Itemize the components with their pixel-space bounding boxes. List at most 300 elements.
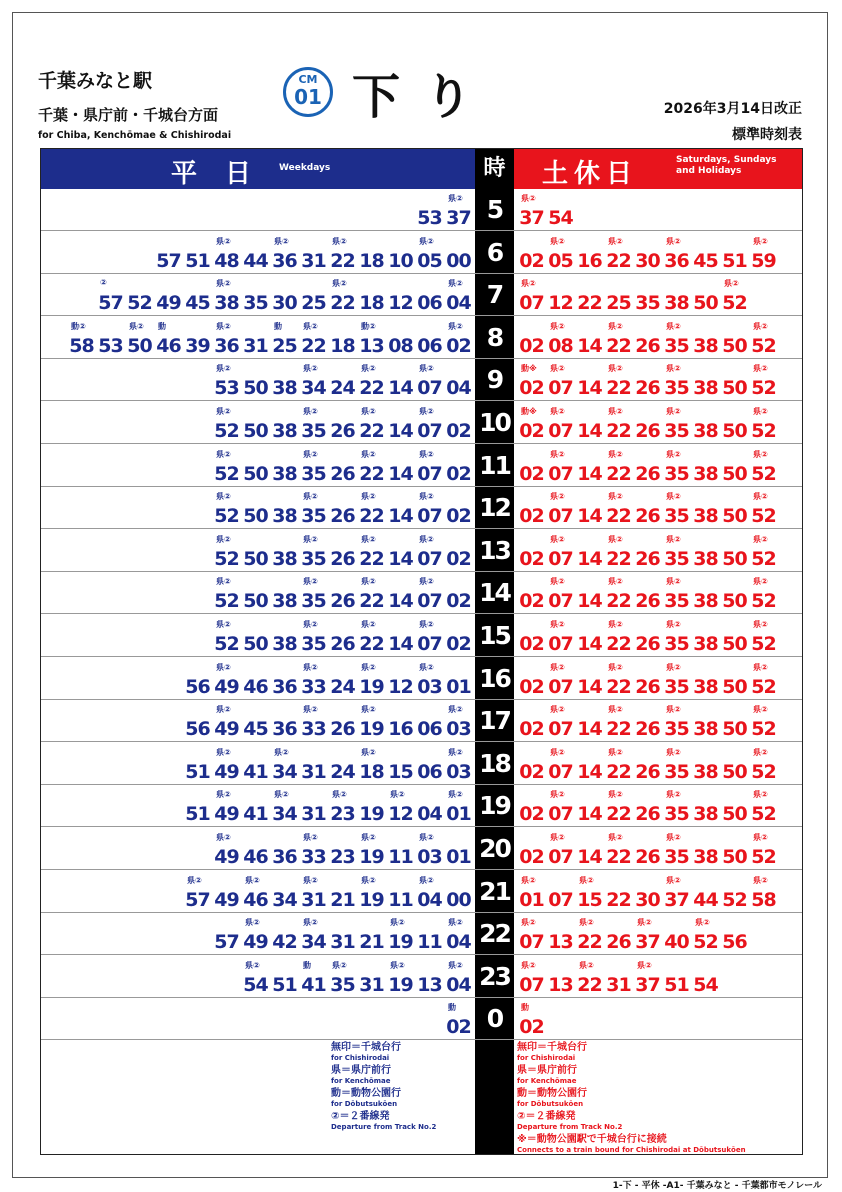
departure-time — [633, 871, 662, 912]
departure-time — [270, 572, 299, 613]
minute: 14 — [388, 377, 413, 400]
destination-mark: 県② — [216, 449, 231, 459]
minute: 34 — [301, 931, 326, 954]
destination-mark: 県② — [448, 321, 463, 331]
departure-time — [328, 828, 357, 869]
departure-time — [386, 956, 415, 997]
destination-mark: 県② — [550, 577, 565, 587]
minute: 35 — [664, 590, 689, 613]
minute: 07 — [548, 377, 573, 400]
minute: 38 — [693, 803, 718, 826]
destination-mark: 県② — [274, 236, 289, 246]
departure-time — [270, 828, 299, 869]
legend-en: for Chishirodai — [517, 1054, 576, 1062]
departure-time — [633, 445, 662, 486]
minute: 19 — [388, 931, 413, 954]
minute: 50 — [722, 377, 747, 400]
departure-time — [691, 700, 720, 741]
minute: 36 — [272, 846, 297, 868]
departure-time — [96, 274, 125, 315]
destination-mark: 県② — [550, 492, 565, 502]
destination-mark: 県② — [753, 875, 768, 885]
destination-mark: 県② — [695, 918, 710, 928]
destination-mark: 県② — [753, 407, 768, 416]
destination-mark: 県② — [361, 364, 376, 374]
minute: 52 — [751, 803, 776, 826]
holiday-header-en: Saturdays, Sundays and Holidays — [676, 155, 777, 176]
hour-row-5 — [41, 189, 802, 231]
minute: 50 — [243, 462, 268, 485]
departure-time — [357, 445, 386, 486]
minute: 38 — [693, 547, 718, 570]
destination-mark: 県② — [274, 747, 289, 757]
departure-time — [241, 487, 270, 528]
departure-time — [357, 615, 386, 656]
minute: 02 — [446, 462, 471, 485]
minute: 14 — [577, 334, 602, 357]
departure-time — [299, 530, 328, 571]
holiday-departures — [517, 615, 778, 656]
minute: 24 — [330, 675, 355, 698]
destination-mark: 県② — [666, 449, 681, 459]
departure-time — [691, 913, 720, 954]
departure-time — [604, 956, 633, 997]
departure-time — [633, 317, 662, 358]
departure-time — [270, 615, 299, 656]
minute: 37 — [519, 207, 544, 229]
departure-time — [517, 743, 546, 784]
destination-mark: 県② — [666, 833, 681, 842]
holiday-departures — [517, 359, 778, 400]
destination-mark: 県② — [216, 577, 231, 587]
departure-time — [357, 359, 386, 400]
departure-time — [415, 402, 444, 443]
hour-label: 21 — [479, 876, 510, 906]
departure-time — [691, 232, 720, 273]
minute: 22 — [606, 803, 631, 826]
departure-time — [386, 871, 415, 912]
minute: 10 — [388, 249, 413, 272]
destination-mark: 動 — [274, 321, 282, 331]
departure-time — [691, 359, 720, 400]
departure-time — [749, 317, 778, 358]
holiday-departures — [517, 956, 720, 997]
departure-time — [241, 317, 270, 358]
minute: 50 — [243, 505, 268, 528]
minute: 53 — [98, 334, 123, 357]
minute: 21 — [330, 888, 355, 911]
departure-time — [517, 871, 546, 912]
weekday-departures — [212, 445, 473, 486]
minute: 06 — [417, 718, 442, 741]
minute: 08 — [388, 334, 413, 357]
weekday-departures — [67, 317, 473, 358]
destination-mark: 県② — [666, 705, 681, 715]
departure-time — [575, 700, 604, 741]
weekday-departures — [96, 274, 473, 315]
minute: 54 — [243, 973, 268, 996]
departure-time — [720, 487, 749, 528]
legend-en: Departure from Track No.2 — [517, 1123, 623, 1131]
minute: 49 — [214, 718, 239, 741]
departure-time — [575, 572, 604, 613]
departure-time — [633, 232, 662, 273]
minute: 26 — [635, 377, 660, 400]
departure-time — [270, 743, 299, 784]
minute: 22 — [577, 931, 602, 954]
minute: 46 — [243, 888, 268, 911]
departure-time — [604, 913, 633, 954]
destination-mark: 県② — [753, 364, 768, 374]
weekday-departures — [415, 189, 473, 230]
destination-mark: 県② — [419, 364, 434, 374]
hour-row-6 — [41, 232, 802, 274]
departure-time — [720, 700, 749, 741]
minute: 07 — [519, 931, 544, 954]
minute: 40 — [664, 931, 689, 954]
hour-label: 16 — [479, 663, 510, 693]
minute: 50 — [243, 547, 268, 570]
minute: 37 — [635, 931, 660, 954]
minute: 38 — [693, 675, 718, 698]
minute: 54 — [693, 973, 718, 996]
departure-time — [212, 828, 241, 869]
minute: 41 — [301, 973, 326, 996]
minute: 26 — [330, 547, 355, 570]
minute: 22 — [606, 633, 631, 655]
minute: 26 — [635, 846, 660, 868]
departure-time — [386, 530, 415, 571]
departure-time — [575, 658, 604, 699]
destination-mark: 県② — [608, 534, 623, 544]
departure-time — [662, 487, 691, 528]
minute: 30 — [635, 888, 660, 911]
minute: 53 — [417, 207, 442, 229]
destination-mark: 県② — [303, 492, 318, 502]
departure-time — [444, 658, 473, 699]
revised-date: 2026年3月14日改正 — [663, 101, 802, 117]
departure-time — [415, 871, 444, 912]
minute: 02 — [446, 420, 471, 442]
minute: 35 — [664, 420, 689, 442]
departure-time — [720, 359, 749, 400]
minute: 41 — [243, 760, 268, 783]
minute: 19 — [359, 846, 384, 868]
legend-item — [331, 1088, 436, 1108]
departure-time — [299, 871, 328, 912]
departure-time — [749, 615, 778, 656]
destination-mark: 県② — [303, 662, 318, 672]
departure-time — [633, 359, 662, 400]
legend-en: for Chishirodai — [331, 1054, 390, 1062]
hour-label: 9 — [486, 365, 503, 395]
holiday-departures — [517, 274, 749, 315]
minute: 34 — [272, 803, 297, 826]
departure-time — [299, 402, 328, 443]
minute: 35 — [301, 633, 326, 655]
departure-time — [415, 913, 444, 954]
minute: 38 — [272, 590, 297, 613]
departure-time — [662, 871, 691, 912]
destination-mark: 県② — [419, 577, 434, 587]
minute: 01 — [446, 803, 471, 826]
minute: 50 — [243, 633, 268, 655]
minute: 38 — [693, 633, 718, 655]
weekday-departures — [183, 700, 473, 741]
departure-time — [633, 274, 662, 315]
departure-time — [575, 828, 604, 869]
minute: 02 — [446, 1016, 471, 1039]
minute: 52 — [693, 931, 718, 954]
minute: 02 — [519, 590, 544, 613]
minute: 04 — [446, 973, 471, 996]
departure-time — [270, 871, 299, 912]
legend-jp: 無印＝千城台行 — [517, 1042, 587, 1053]
departure-time — [386, 445, 415, 486]
minute: 50 — [722, 462, 747, 485]
destination-mark: 県② — [521, 960, 536, 970]
destination-mark: 県② — [666, 492, 681, 502]
departure-time — [546, 530, 575, 571]
minute: 50 — [127, 334, 152, 357]
departure-time — [328, 232, 357, 273]
minute: 35 — [664, 718, 689, 741]
departure-time — [546, 232, 575, 273]
departure-time — [720, 572, 749, 613]
departure-time — [212, 530, 241, 571]
minute: 57 — [98, 292, 123, 315]
minute: 35 — [301, 505, 326, 528]
hour-label: 18 — [479, 748, 510, 778]
hour-label: 8 — [486, 322, 503, 352]
departure-time — [575, 913, 604, 954]
departure-time — [517, 913, 546, 954]
minute: 07 — [548, 675, 573, 698]
legend-en: for Dōbutsukōen — [517, 1100, 584, 1108]
destination-mark: 県② — [303, 833, 318, 842]
departure-time — [357, 956, 386, 997]
departure-time — [357, 871, 386, 912]
destination-mark: 県② — [608, 449, 623, 459]
minute: 26 — [635, 420, 660, 442]
minute: 57 — [214, 931, 239, 954]
departure-time — [212, 445, 241, 486]
destination-mark: 県② — [448, 194, 463, 203]
departure-time — [575, 785, 604, 826]
departure-time — [270, 402, 299, 443]
departure-time — [270, 913, 299, 954]
minute: 49 — [214, 803, 239, 826]
departure-time — [386, 274, 415, 315]
weekday-header-en: Weekdays — [279, 163, 331, 173]
departure-time — [415, 232, 444, 273]
minute: 26 — [635, 334, 660, 357]
minute: 50 — [722, 718, 747, 741]
minute: 07 — [548, 590, 573, 613]
line-code: CM — [298, 73, 318, 86]
departure-time — [749, 572, 778, 613]
destination-mark: 県② — [216, 236, 231, 246]
departure-time — [270, 956, 299, 997]
departure-time — [125, 274, 154, 315]
minute: 14 — [388, 590, 413, 613]
departure-time — [546, 785, 575, 826]
departure-time — [386, 402, 415, 443]
minute: 06 — [417, 292, 442, 315]
minute: 13 — [359, 334, 384, 357]
departure-time — [444, 274, 473, 315]
hour-row-7 — [41, 274, 802, 316]
minute: 14 — [388, 420, 413, 442]
departure-time — [328, 402, 357, 443]
minute: 02 — [519, 334, 544, 357]
departure-time — [691, 317, 720, 358]
minute: 02 — [446, 633, 471, 655]
departure-time — [604, 615, 633, 656]
minute: 38 — [693, 505, 718, 528]
departure-time — [517, 956, 546, 997]
weekday-departures — [212, 487, 473, 528]
departure-time — [241, 530, 270, 571]
minute: 30 — [272, 292, 297, 315]
destination-mark: 県② — [637, 918, 652, 928]
weekday-departures — [183, 658, 473, 699]
destination-mark: 県② — [753, 662, 768, 672]
minute: 04 — [417, 888, 442, 911]
departure-time — [517, 232, 546, 273]
minute: 07 — [548, 633, 573, 655]
destination-mark: 県② — [216, 620, 231, 629]
hour-row-8 — [41, 317, 802, 359]
legend-item — [517, 1042, 746, 1062]
destination-mark: 県② — [419, 662, 434, 672]
departure-time — [662, 274, 691, 315]
departure-time — [749, 785, 778, 826]
departure-time — [357, 487, 386, 528]
departure-time — [546, 871, 575, 912]
hour-label: 22 — [479, 919, 510, 949]
destination-mark: 県② — [419, 833, 434, 842]
departure-time — [415, 487, 444, 528]
minute: 51 — [185, 803, 210, 826]
departure-time — [241, 785, 270, 826]
minute: 46 — [243, 675, 268, 698]
departure-time — [270, 274, 299, 315]
departure-time — [183, 785, 212, 826]
destination-mark: 県② — [419, 534, 434, 544]
departure-time — [575, 445, 604, 486]
minute: 14 — [577, 803, 602, 826]
minute: 50 — [722, 547, 747, 570]
minute: 07 — [548, 846, 573, 868]
hour-label: 11 — [479, 450, 510, 480]
minute: 11 — [417, 931, 442, 954]
departure-time — [299, 317, 328, 358]
departure-time — [241, 913, 270, 954]
minute: 22 — [606, 547, 631, 570]
destination-mark: 県② — [666, 790, 681, 800]
minute: 35 — [301, 590, 326, 613]
minute: 22 — [606, 888, 631, 911]
minute: 52 — [722, 292, 747, 315]
minute: 14 — [577, 675, 602, 698]
destination-mark: 県② — [245, 875, 260, 885]
minute: 35 — [664, 377, 689, 400]
destination-mark: 県② — [637, 960, 652, 970]
hour-label: 13 — [479, 535, 510, 565]
departure-time — [444, 785, 473, 826]
minute: 53 — [214, 377, 239, 400]
footer-code: 1-下 - 平休 -A1- 千葉みなと - 千葉都市モノレール — [612, 1181, 822, 1191]
minute: 02 — [519, 462, 544, 485]
hour-row-9 — [41, 359, 802, 401]
departure-time — [633, 913, 662, 954]
departure-time — [270, 359, 299, 400]
minute: 31 — [606, 973, 631, 996]
departure-time — [662, 445, 691, 486]
destination-mark: 県② — [216, 705, 231, 715]
departure-time — [691, 530, 720, 571]
departure-time — [691, 743, 720, 784]
departure-time — [691, 785, 720, 826]
minute: 26 — [635, 547, 660, 570]
destination-mark: 県② — [216, 321, 231, 331]
hour-label: 23 — [479, 961, 510, 991]
departure-time — [415, 658, 444, 699]
destination-mark: 県② — [245, 918, 260, 928]
destination-mark: 県② — [361, 747, 376, 757]
destination-mark: 県② — [753, 321, 768, 331]
departure-time — [154, 274, 183, 315]
destination-mark: 県② — [550, 534, 565, 544]
minute: 02 — [519, 505, 544, 528]
station-no: 01 — [294, 85, 322, 109]
departure-time — [662, 232, 691, 273]
minute: 03 — [446, 760, 471, 783]
departure-time — [575, 359, 604, 400]
direction-en: for Chiba, Kenchōmae & Chishirodai — [38, 130, 232, 141]
minute: 36 — [664, 249, 689, 272]
destination-mark: 県② — [666, 747, 681, 757]
departure-time — [633, 700, 662, 741]
departure-time — [444, 445, 473, 486]
holiday-departures — [517, 189, 575, 230]
destination-mark: 県② — [216, 833, 231, 842]
minute: 07 — [519, 292, 544, 315]
departure-time — [328, 871, 357, 912]
departure-time — [546, 615, 575, 656]
minute: 22 — [606, 462, 631, 485]
departure-time — [691, 274, 720, 315]
minute: 26 — [635, 590, 660, 613]
minute: 54 — [548, 207, 573, 229]
minute: 38 — [272, 633, 297, 655]
departure-time — [299, 615, 328, 656]
minute: 02 — [519, 547, 544, 570]
minute: 15 — [577, 888, 602, 911]
weekday-departures — [183, 743, 473, 784]
departure-time — [212, 274, 241, 315]
minute: 45 — [693, 249, 718, 272]
departure-time — [299, 487, 328, 528]
minute: 52 — [751, 547, 776, 570]
hour-row-21 — [41, 871, 802, 913]
legend-en: for Dōbutsukōen — [331, 1100, 398, 1108]
minute: 25 — [272, 334, 297, 357]
minute: 25 — [606, 292, 631, 315]
destination-mark: 県② — [129, 321, 144, 331]
minute: 22 — [606, 760, 631, 783]
